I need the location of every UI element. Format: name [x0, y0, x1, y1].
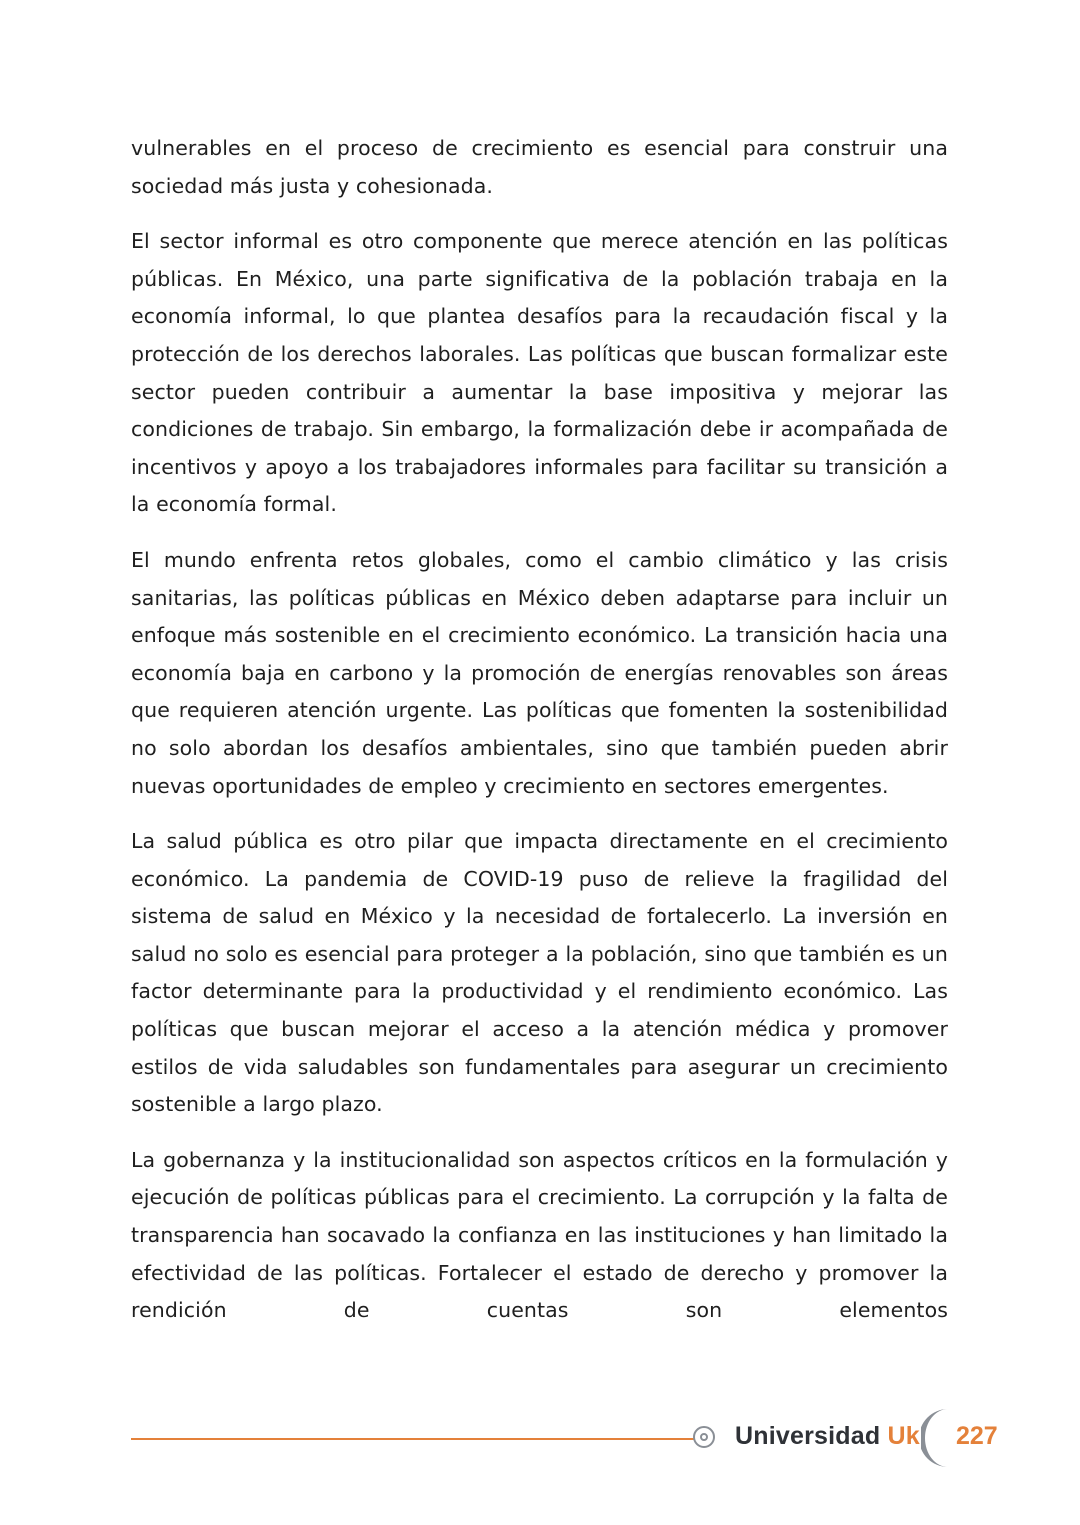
page-number: 227 [956, 1422, 998, 1450]
page-body [131, 130, 948, 1348]
paragraph-3: El mundo enfrenta retos globales, como el cambio climático y las crisis sanitarias, las políticas públicas en México deben adaptarse para incluir un enfoque más sostenible en el crecimiento económico. La transición hacia una economía baja en carbono y la promoción de energías renovables son áreas que requieren atención urgente. Las políticas que fomenten la sostenibilidad no solo abordan los desafíos ambientales, sino que también pueden abrir nuevas oportunidades de empleo y crecimiento en sectores emergentes. [131, 547, 948, 798]
page-footer [0, 1400, 1080, 1480]
brand-logo [735, 1422, 920, 1451]
brand-accent: Uk [887, 1422, 920, 1450]
footer-divider-line [131, 1438, 697, 1440]
brand-name: Universidad [735, 1422, 881, 1450]
paragraph-2: El sector informal es otro componente que merece atención en las políticas públicas. En México, una parte significativa de la población trabaja en la economía informal, lo que plantea desafíos para la recaudación fiscal y la protección de los derechos laborales. Las políticas que buscan formalizar este sector pueden contribuir a aumentar la base impositiva y mejorar las condiciones de trabajo. Sin embargo, la formalización debe ir acompañada de incentivos y apoyo a los trabajadores informales para facilitar su transición a la economía formal. [131, 229, 948, 517]
paragraph-5: La gobernanza y la institucionalidad son aspectos críticos en la formulación y ejecución de políticas públicas para el crecimiento. La corrupción y la falta de transparencia han socavado la confianza en las instituciones y han limitado la efectividad de las políticas. Fortalecer el estado de derecho y promover la rendición de cuentas son elementos [131, 1147, 948, 1323]
paragraph-1: vulnerables en el proceso de crecimiento es esencial para construir una sociedad más justa y cohesionada. [131, 136, 948, 198]
target-circle-icon [693, 1426, 715, 1448]
target-circle-inner [700, 1433, 708, 1441]
paragraph-4: La salud pública es otro pilar que impacta directamente en el crecimiento económico. La pandemia de COVID-19 puso de relieve la fragilidad del sistema de salud en México y la necesidad de fortalecerlo. La inversión en salud no solo es esencial para proteger a la población, sino que también es un factor determinante para la productividad y el rendimiento económico. Las políticas que buscan mejorar el acceso a la atención médica y promover estilos de vida saludables son fundamentales para asegurar un crecimiento sostenible a largo plazo. [131, 829, 948, 1117]
